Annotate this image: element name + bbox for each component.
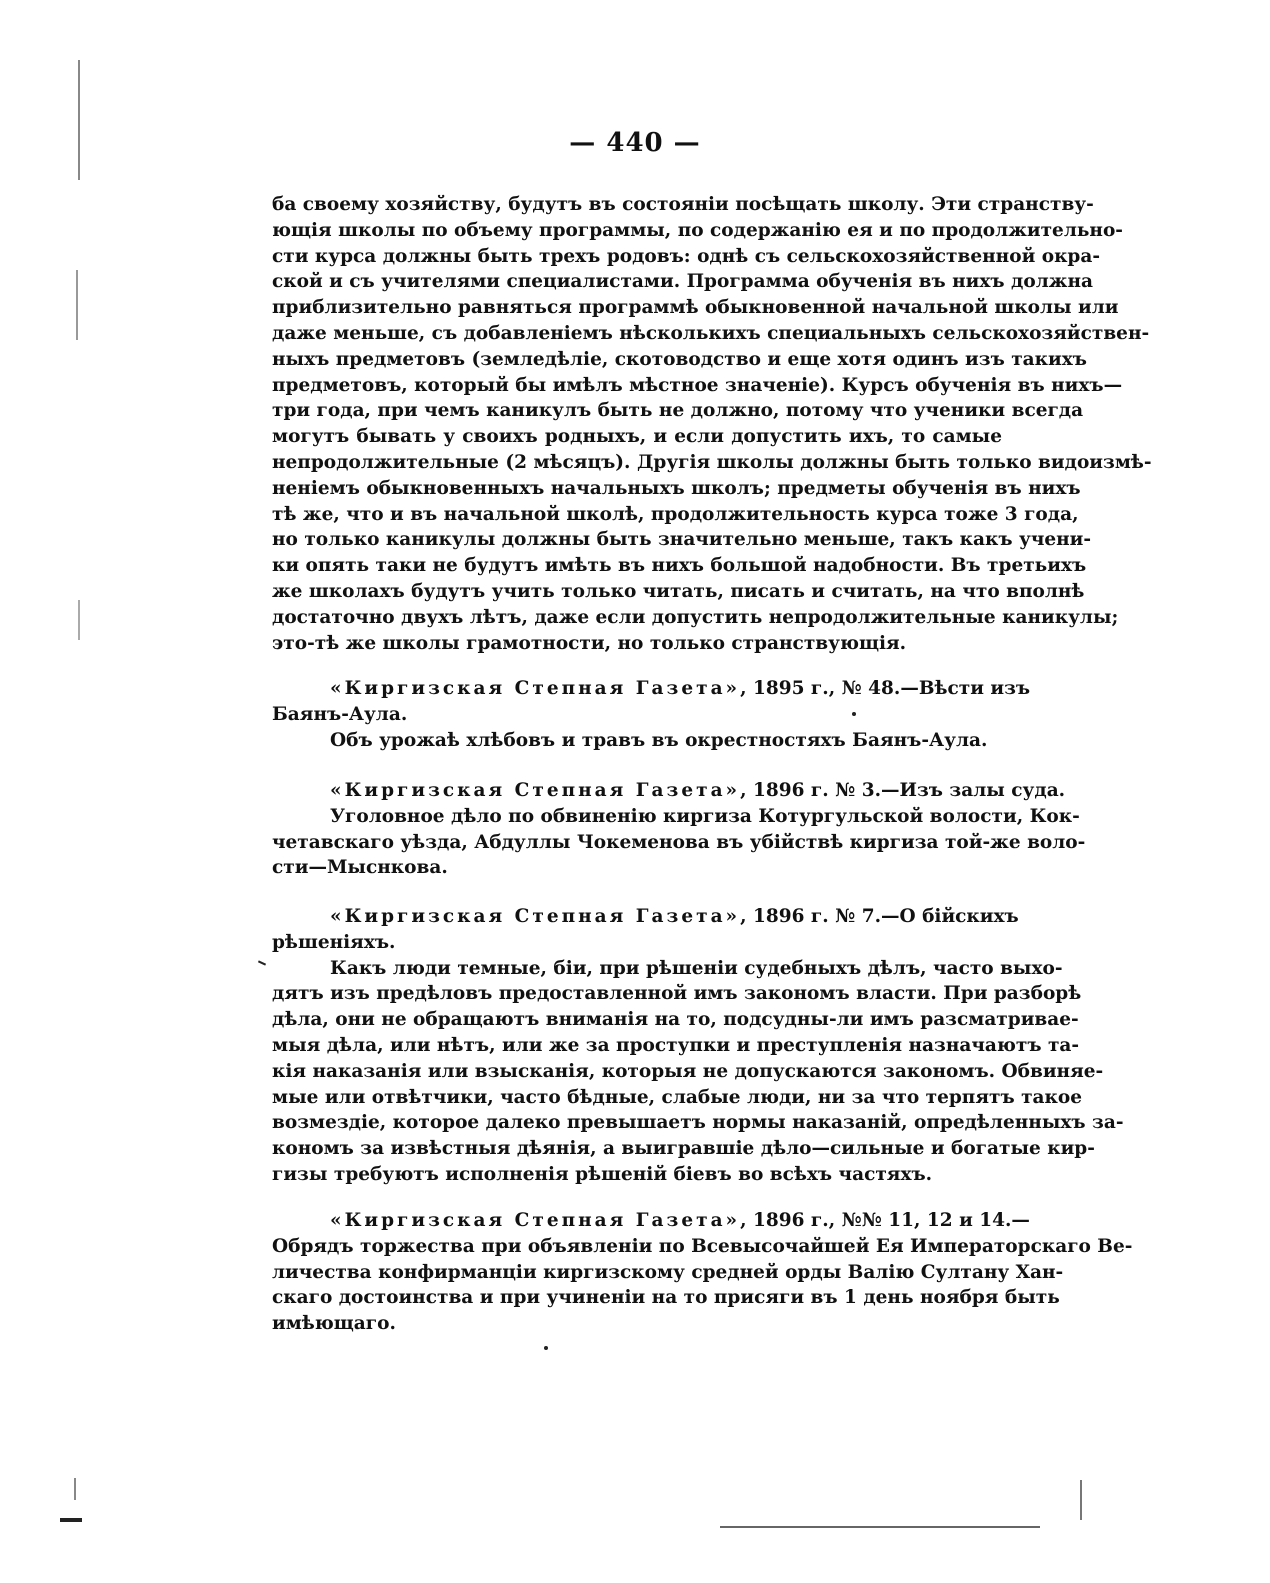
- entry-summary: Обрядъ торжества при объявленiи по Всевысочайшей Ея Императорскаго Ве-: [272, 1235, 1133, 1257]
- issue-info: , 1896 г. № 7.—О бiйскихъ: [740, 906, 1019, 927]
- entry-summary: Какъ люди темные, бiи, при рѣшенiи судебныхъ дѣлъ, часто выхо-: [330, 957, 1063, 979]
- scan-edge-mark: [76, 270, 78, 340]
- text-line: ки опять таки не будутъ имѣть въ нихъ большой надобности. Въ третьихъ: [272, 555, 1087, 577]
- text-line: ненiемъ обыкновенныхъ начальныхъ школъ; предметы обученiя въ нихъ: [272, 477, 1081, 499]
- entry-heading: [272, 904, 1019, 930]
- text-line: ныхъ предметовъ (земледѣлiе, скотоводство и еще хотя одинъ изъ такихъ: [272, 348, 1087, 370]
- text-line: могутъ бывать у своихъ родныхъ, и если допустить ихъ, то самые: [272, 426, 1002, 448]
- entry-summary: Уголовное дѣло по обвиненiю киргиза Котургульской волости, Кок-: [330, 805, 1080, 827]
- issue-info: , 1895 г., № 48.—Вѣсти изъ: [740, 678, 1031, 699]
- text-line: три года, при чемъ каникулъ быть не должно, потому что ученики всегда: [272, 400, 1084, 422]
- entry-summary: возмездiе, которое далеко превышаетъ нормы наказанiй, опредѣленныхъ за-: [272, 1112, 1124, 1134]
- entry-1896-3: [272, 778, 1086, 881]
- page-number: — 440 —: [569, 128, 701, 158]
- scan-edge-mark: [78, 60, 80, 180]
- entry-1896-7: [272, 904, 1124, 1188]
- entry-1896-11-12-14: [272, 1208, 1133, 1337]
- entry-summary: кономъ за извѣстныя дѣянiя, а выигравшiе дѣло—сильные и богатые кир-: [272, 1138, 1095, 1160]
- newspaper-title: «Киргизская Степная Газета»: [330, 906, 741, 927]
- text-line: тѣ же, что и въ начальной школѣ, продолжительность курса тоже 3 года,: [272, 503, 1079, 525]
- entry-heading-cont: рѣшенiяхъ.: [272, 931, 396, 953]
- ink-speck: [258, 960, 266, 965]
- entry-1895-48: [272, 676, 1031, 753]
- scan-edge-mark: [78, 600, 80, 640]
- entry-summary: мые или отвѣтчики, часто бѣдные, слабые люди, ни за что терпятъ такое: [272, 1086, 1083, 1108]
- entry-summary: сти—Мыснкова.: [272, 857, 448, 879]
- entry-summary: кiя наказанiя или взысканiя, которыя не допускаются закономъ. Обвиняе-: [272, 1060, 1104, 1082]
- text-line: сти курса должны быть трехъ родовъ: однѣ съ сельскохозяйственной окра-: [272, 245, 1101, 267]
- ink-speck: [852, 712, 856, 716]
- text-line: же школахъ будутъ учить только читать, писать и считать, на что вполнѣ: [272, 580, 1085, 602]
- scan-edge-mark: [74, 1478, 76, 1500]
- scan-edge-mark: [720, 1526, 1040, 1528]
- text-line: ющiя школы по объему программы, по содержанiю ея и по продолжительно-: [272, 219, 1123, 241]
- text-line: но только каникулы должны быть значительно меньше, такъ какъ учени-: [272, 529, 1092, 551]
- entry-heading: [272, 778, 1066, 804]
- paragraph-schools: [272, 192, 1152, 656]
- entry-heading-cont: Баянъ-Аула.: [272, 703, 408, 725]
- entry-summary: гизы требуютъ исполненiя рѣшенiй бiевъ во всѣхъ частяхъ.: [272, 1163, 933, 1185]
- entry-summary: имѣющаго.: [272, 1313, 396, 1335]
- issue-info: , 1896 г. № 3.—Изъ залы суда.: [740, 780, 1066, 801]
- text-line: даже меньше, съ добавленiемъ нѣсколькихъ специальныхъ сельскохозяйствен-: [272, 322, 1150, 344]
- text-line: приблизительно равняться программѣ обыкновенной начальной школы или: [272, 297, 1119, 319]
- newspaper-title: «Киргизская Степная Газета»: [330, 1210, 741, 1231]
- text-line: ба своему хозяйству, будутъ въ состоянiи посѣщать школу. Эти странству-: [272, 194, 1094, 215]
- entry-summary: дятъ изъ предѣловъ предоставленной имъ закономъ власти. При разборѣ: [272, 983, 1082, 1005]
- newspaper-title: «Киргизская Степная Газета»: [330, 678, 741, 699]
- text-line: предметовъ, который бы имѣлъ мѣстное значенiе). Курсъ обученiя въ нихъ—: [272, 374, 1123, 396]
- newspaper-title: «Киргизская Степная Газета»: [330, 780, 741, 801]
- entry-heading: [272, 1208, 1030, 1234]
- scan-edge-mark: [1080, 1480, 1082, 1520]
- scan-edge-mark: [60, 1518, 82, 1522]
- entry-heading: [272, 676, 1031, 702]
- text-line: достаточно двухъ лѣтъ, даже если допустить непродолжительные каникулы;: [272, 606, 1119, 628]
- entry-summary: скаго достоинства и при учиненiи на то присяги въ 1 день ноября быть: [272, 1287, 1060, 1309]
- entry-summary: Объ урожаѣ хлѣбовъ и травъ въ окрестностяхъ Баянъ-Аула.: [330, 729, 988, 751]
- entry-summary: дѣла, они не обращаютъ вниманiя на то, подсудны-ли имъ разсматривае-: [272, 1009, 1079, 1031]
- ink-speck: [544, 1346, 548, 1350]
- entry-summary: мыя дѣла, или нѣтъ, или же за проступки и преступленiя назначаютъ та-: [272, 1034, 1080, 1056]
- entry-summary: четавскаго уѣзда, Абдуллы Чокеменова въ убiйствѣ киргиза той-же воло-: [272, 831, 1086, 853]
- text-line: это-тѣ же школы грамотности, но только странствующiя.: [272, 632, 907, 654]
- entry-summary: личества конфирманцiи киргизскому средней орды Валiю Султану Хан-: [272, 1261, 1064, 1283]
- text-line: ской и съ учителями специалистами. Программа обученiя въ нихъ должна: [272, 271, 1093, 293]
- text-line: непродолжительные (2 мѣсяцъ). Другiя школы должны быть только видоизмѣ-: [272, 451, 1152, 473]
- issue-info: , 1896 г., №№ 11, 12 и 14.—: [740, 1210, 1030, 1231]
